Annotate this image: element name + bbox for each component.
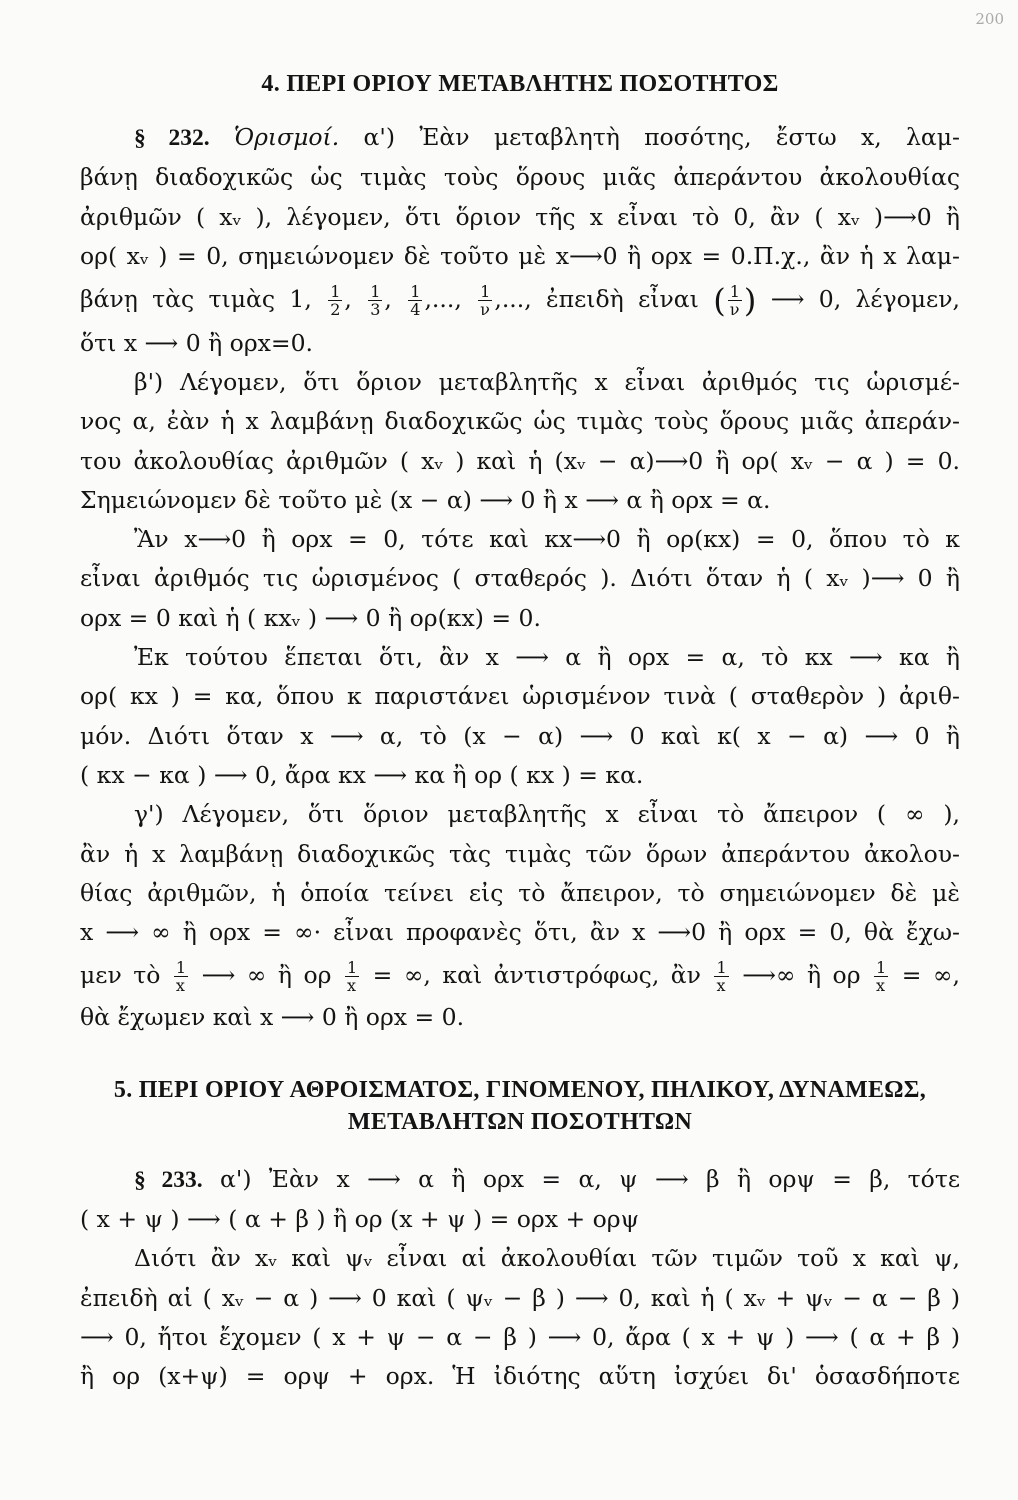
text-line: ἂν ἡ x λαμβάνῃ διαδοχικῶς τὰς τιμὰς τῶν ὅρων ἀπεράντου ἀκολου-	[80, 839, 960, 868]
line-text: = ∞,	[901, 961, 960, 990]
section-233	[80, 1160, 960, 1397]
line-text: = ∞, καὶ ἀντιστρόφως, ἂν	[372, 961, 701, 990]
text-line: ⟶ 0, ἤτοι ἔχομεν ( x + ψ − α − β ) ⟶ 0, ἄρα ( x + ψ ) ⟶ ( α + β )	[80, 1322, 960, 1351]
text-line: του ἀκολουθίας ἀριθμῶν ( xᵥ ) καὶ ἡ (xᵥ − α)⟶0 ἢ ορ( xᵥ − α ) = 0.	[80, 446, 960, 475]
text-line: θὰ ἔχωμεν καὶ x ⟶ 0 ἢ ορx = 0.	[80, 1003, 465, 1032]
line-text: α') Ἐὰν x ⟶ α ἢ ορx = α, ψ ⟶ β ἢ ορψ = β, τότε	[220, 1164, 960, 1193]
section-232	[80, 118, 960, 1038]
text-line	[80, 1160, 960, 1200]
text-line: ἀριθμῶν ( xᵥ ), λέγομεν, ὅτι ὅριον τῆς x εἶναι τὸ 0, ἂν ( xᵥ )⟶0 ἢ	[80, 202, 960, 231]
text-line: ορ( xᵥ ) = 0, σημειώνομεν δὲ τοῦτο μὲ x⟶0 ἢ ορx = 0.Π.χ., ἂν ἡ x λαμ-	[80, 241, 960, 270]
fraction: $\frac{1}{x}$	[175, 958, 187, 996]
text-line: εἶναι ἀριθμός τις ὡρισμένος ( σταθερός ). Διότι ὅταν ἡ ( xᵥ )⟶ 0 ἢ	[80, 564, 960, 593]
text-line: μόν. Διότι ὅταν x ⟶ α, τὸ (x − α) ⟶ 0 καὶ κ( x − α) ⟶ 0 ἢ	[80, 721, 960, 750]
text-line-with-fractions	[80, 952, 960, 998]
text-line: γ') Λέγομεν, ὅτι ὅριον μεταβλητῆς x εἶναι τὸ ἄπειρον ( ∞ ),	[134, 800, 960, 829]
fraction: $\frac{1}{\nu}$	[729, 282, 740, 320]
text-line: Διότι ἂν xᵥ καὶ ψᵥ εἶναι αἱ ἀκολουθίαι τῶν τιμῶν τοῦ x καὶ ψ,	[134, 1244, 960, 1273]
fraction: $\frac{1}{\nu}$	[480, 282, 491, 320]
text-line: β') Λέγομεν, ὅτι ὅριον μεταβλητῆς x εἶναι ἀριθμός τις ὡρισμέ-	[134, 367, 960, 396]
fraction: $\frac{1}{4}$	[410, 282, 421, 320]
line-text: ⟶ ∞ ἢ ορ	[201, 961, 332, 990]
text-line-with-fractions: βάνῃ τὰς τιμὰς 1, $\frac{1}{2}$ , $\frac{1}{3}$ , $\frac{1}{4}$ ,..., $\frac{1}{\nu}$ ,..., ἐπειδὴ εἶναι ( $\frac{1}{\nu}$ ) ⟶ 0, λέγομεν,	[80, 281, 960, 320]
text-line: Σημειώνομεν δὲ τοῦτο μὲ (x − α) ⟶ 0 ἢ x ⟶ α ἢ ορx = α.	[80, 485, 771, 514]
text-line: ἐπειδὴ αἱ ( xᵥ − α ) ⟶ 0 καὶ ( ψᵥ − β ) ⟶ 0, καὶ ἡ ( xᵥ + ψᵥ − α − β )	[80, 1283, 960, 1312]
paren-open: (	[713, 281, 726, 320]
text-line: Ἂν x⟶0 ἢ ορx = 0, τότε καὶ κx⟶0 ἢ ορ(κx) = 0, ὅπου τὸ κ	[134, 525, 960, 554]
text-line: ἢ ορ (x+ψ) = ορψ + ορx. Ἡ ἰδιότης αὕτη ἰσχύει δι' ὁσασδήποτε	[80, 1362, 960, 1391]
line-text: βάνῃ τὰς τιμὰς 1,	[80, 285, 312, 314]
text-line: θίας ἀριθμῶν, ἡ ὁποία τείνει εἰς τὸ ἄπειρον, τὸ σημειώνομεν δὲ μὲ	[80, 878, 960, 907]
paren-close: )	[743, 281, 757, 320]
heading-line: ΜΕΤΑΒΛΗΤΩΝ ΠΟΣΟΤΗΤΩΝ	[347, 1108, 693, 1135]
line-text: ⟶∞ ἢ ορ	[742, 961, 861, 990]
book-page	[80, 64, 960, 1397]
line-text: ⟶ 0, λέγομεν,	[770, 285, 960, 314]
text-line: Ἐκ τούτου ἕπεται ὅτι, ἂν x ⟶ α ἢ ορx = α, τὸ κx ⟶ κα ἢ	[134, 643, 960, 672]
text-line	[80, 118, 960, 158]
text-line: ὅτι x ⟶ 0 ἢ ορx=0.	[80, 328, 314, 357]
text-line: ορx = 0 καὶ ἡ ( κxᵥ ) ⟶ 0 ἢ ορ(κx) = 0.	[80, 603, 541, 632]
text-line: ορ( κx ) = κα, ὅπου κ παριστάνει ὡρισμένον τινὰ ( σταθερὸν ) ἀριθ-	[80, 682, 960, 711]
chapter-heading-4: 4. ΠΕΡΙ ΟΡΙΟΥ ΜΕΤΑΒΛΗΤΗΣ ΠΟΣΟΤΗΤΟΣ	[261, 71, 779, 97]
line-text: ,..., ἐπειδὴ εἶναι	[494, 285, 699, 314]
text-line: ( κx − κα ) ⟶ 0, ἄρα κx ⟶ κα ἢ ορ ( κx ) = κα.	[80, 760, 644, 789]
text-line: x ⟶ ∞ ἢ ορx = ∞· εἶναι προφανὲς ὅτι, ἂν x ⟶0 ἢ ορx = 0, θὰ ἔχω-	[80, 918, 960, 947]
section-number: § 232.	[134, 125, 210, 151]
fraction: $\frac{1}{3}$	[370, 282, 381, 320]
section-title: Ὁρισμοί.	[233, 123, 340, 151]
section-number: § 233.	[134, 1166, 203, 1193]
fraction: $\frac{1}{x}$	[876, 958, 887, 996]
page-corner-number: 200	[975, 10, 1004, 28]
fraction: $\frac{1}{2}$	[330, 282, 341, 320]
line-text: α') Ἐὰν μεταβλητὴ ποσότης, ἔστω x, λαμ-	[363, 123, 960, 151]
text-line: βάνῃ διαδοχικῶς ὡς τιμὰς τοὺς ὅρους μιᾶς ἀπεράντου ἀκολουθίας	[80, 163, 960, 192]
fraction: $\frac{1}{x}$	[346, 958, 358, 996]
text-line: νος α, ἐὰν ἡ x λαμβάνῃ διαδοχικῶς ὡς τιμὰς τοὺς ὅρους μιᾶς ἀπεράν-	[80, 407, 960, 436]
text-line: ( x + ψ ) ⟶ ( α + β ) ἢ ορ (x + ψ ) = ορx + ορψ	[80, 1205, 640, 1234]
heading-line: 5. ΠΕΡΙ ΟΡΙΟΥ ΑΘΡΟΙΣΜΑΤΟΣ, ΓΙΝΟΜΕΝΟΥ, ΠΗΛΙΚΟΥ, ΔΥΝΑΜΕΩΣ,	[113, 1076, 927, 1103]
chapter-heading-5	[80, 1074, 960, 1138]
fraction: $\frac{1}{x}$	[716, 958, 727, 996]
line-text: μεν τὸ	[80, 961, 161, 990]
